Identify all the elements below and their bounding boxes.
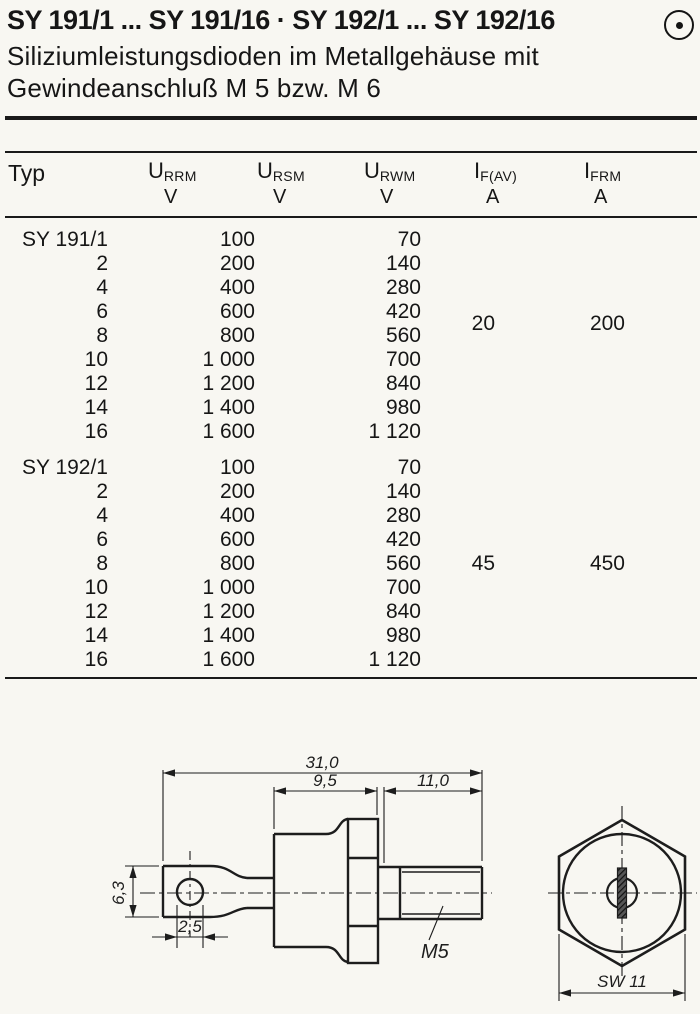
table-row: 12 1 200 840 xyxy=(84,600,421,623)
hex-flange xyxy=(348,819,378,963)
dim-label-overall: 31,0 xyxy=(305,753,339,772)
column-header-urwm xyxy=(364,158,454,209)
ifav-symbol: I xyxy=(474,158,481,183)
table-group-sy191 xyxy=(0,228,700,444)
table-row: 12 1 200 840 xyxy=(84,372,421,395)
table-row: 14 1 400 980 xyxy=(84,624,421,647)
m5-leader-line xyxy=(429,906,443,940)
column-header-urrm xyxy=(148,158,238,209)
wrench-size-label: SW 11 xyxy=(597,972,647,991)
urrm-unit: V xyxy=(164,186,178,208)
table-row: 10 1 000 700 xyxy=(84,348,421,371)
table-row: 6 600 420 xyxy=(96,300,421,323)
table-row: SY 191/1 100 70 xyxy=(21,228,421,251)
table-row: 14 1 400 980 xyxy=(84,396,421,419)
dim-lug-width xyxy=(125,866,159,917)
table-row: 8 800 560 xyxy=(96,324,421,347)
subtitle-line-1: Siliziumleistungsdioden im Metallgehäuse mit xyxy=(7,41,539,71)
table-row: SY 192/1 100 70 xyxy=(21,456,421,479)
urrm-subscript: RRM xyxy=(163,168,197,184)
circle-dot-icon xyxy=(664,10,694,40)
ifav-unit: A xyxy=(486,186,500,208)
column-header-ursm xyxy=(257,158,347,209)
dim-label-hole: 2,5 xyxy=(178,917,202,936)
table-row: 16 1 600 1 120 xyxy=(84,648,421,671)
sy192-ifav-value: 45 xyxy=(471,552,495,575)
page-subtitle xyxy=(7,40,667,104)
urwm-symbol: U xyxy=(364,158,380,183)
table-rule-header-bottom xyxy=(5,216,697,218)
ifrm-unit: A xyxy=(594,186,608,208)
thread-label: M5 xyxy=(421,941,449,963)
dim-label-case: 9,5 xyxy=(313,771,337,790)
ifrm-symbol: I xyxy=(584,158,591,183)
column-header-typ: Typ xyxy=(8,160,46,186)
case-body xyxy=(274,819,348,962)
table-rule-header-top xyxy=(5,151,697,153)
urwm-unit: V xyxy=(380,186,394,208)
ifav-subscript: F(AV) xyxy=(480,168,518,184)
dimension-arrows xyxy=(129,769,482,940)
solder-lug xyxy=(163,866,274,917)
table-row: 8 800 560 xyxy=(96,552,421,575)
ursm-symbol: U xyxy=(257,158,273,183)
table-rule-bottom xyxy=(5,677,697,679)
table-row: 6 600 420 xyxy=(96,528,421,551)
table-row: 16 1 600 1 120 xyxy=(84,420,421,443)
dim-label-stud: 11,0 xyxy=(417,771,449,790)
technical-drawing xyxy=(0,740,700,1014)
sy192-ifrm-value: 450 xyxy=(589,552,625,575)
ursm-subscript: RSM xyxy=(272,168,305,184)
table-row: 2 200 140 xyxy=(96,252,421,275)
table-row: 4 400 280 xyxy=(96,276,421,299)
sy191-ifav-value: 20 xyxy=(471,312,495,335)
table-row: 10 1 000 700 xyxy=(84,576,421,599)
dim-label-lug: 6,3 xyxy=(109,881,128,905)
sy191-ifrm-value: 200 xyxy=(589,312,625,335)
divider-rule-top xyxy=(5,116,697,120)
subtitle-line-2: Gewindeanschluß M 5 bzw. M 6 xyxy=(7,73,382,103)
urwm-subscript: RWM xyxy=(379,168,416,184)
table-row: 2 200 140 xyxy=(96,480,421,503)
table-row: 4 400 280 xyxy=(96,504,421,527)
ursm-unit: V xyxy=(273,186,287,208)
screwdriver-slot xyxy=(618,868,627,918)
urrm-symbol: U xyxy=(148,158,164,183)
column-header-ifrm xyxy=(584,158,674,209)
ifrm-subscript: FRM xyxy=(590,168,622,184)
column-header-ifav xyxy=(474,158,564,209)
page-title: SY 191/1 ... SY 191/16 · SY 192/1 ... SY 192/16 xyxy=(7,5,555,35)
